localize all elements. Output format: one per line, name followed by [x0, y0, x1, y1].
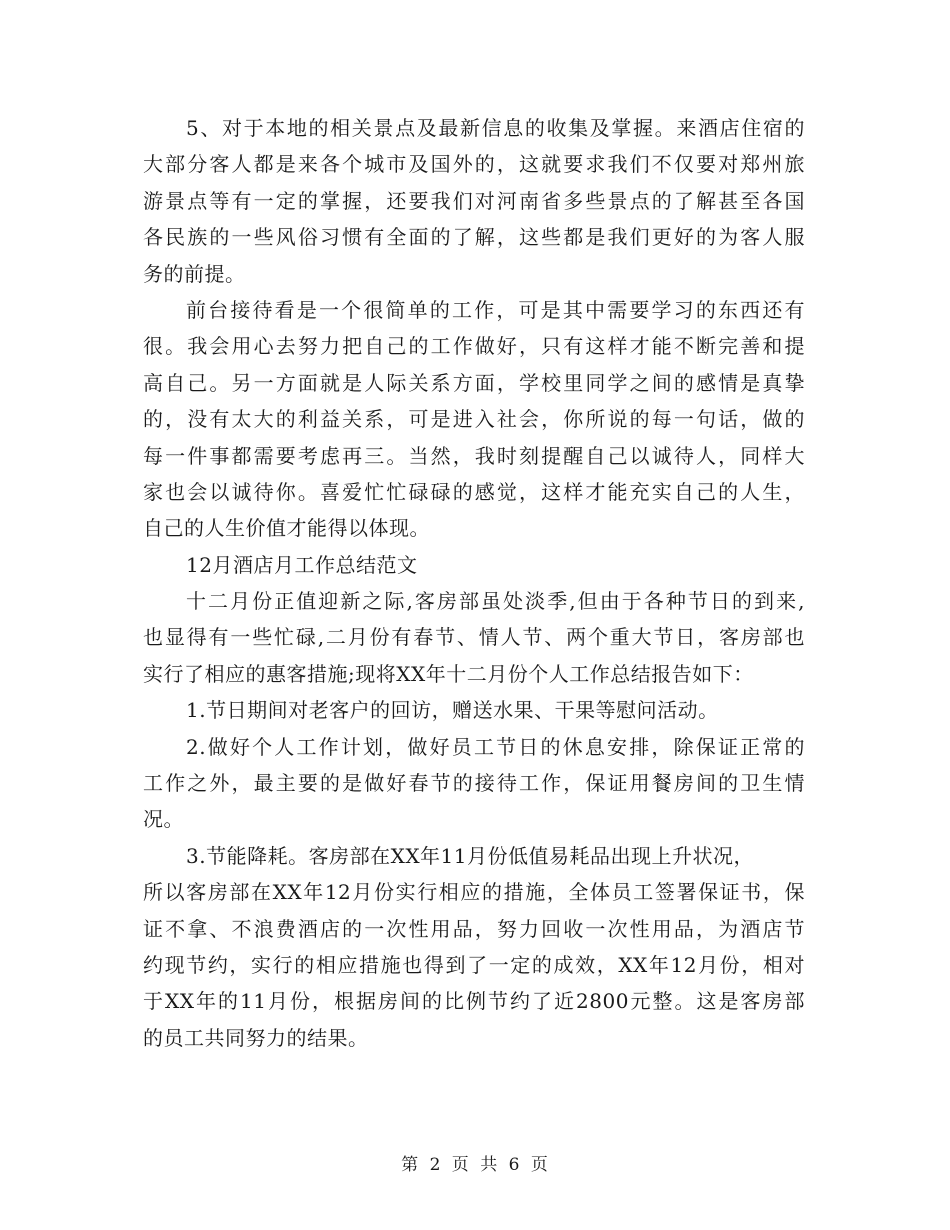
text-line: 工作之外，最主要的是做好春节的接待工作，保证用餐房间的卫生情 — [143, 771, 805, 796]
text-line: 务的前提。 — [143, 261, 246, 286]
list-item — [143, 692, 805, 728]
text-line: 前台接待看是一个很简单的工作，可是其中需要学习的东西还有 — [186, 297, 805, 322]
text-line: 每一件事都需要考虑再三。当然，我时刻提醒自己以诚待人，同样大 — [143, 443, 805, 468]
text-line: 各民族的一些风俗习惯有全面的了解，这些都是我们更好的为客人服 — [143, 225, 805, 250]
text-line: 约现节约，实行的相应措施也得到了一定的成效，XX年12月份，相对 — [143, 952, 805, 977]
document-body — [143, 110, 805, 1056]
text-line: 自己的人生价值才能得以体现。 — [143, 516, 430, 541]
text-line: 5、对于本地的相关景点及最新信息的收集及掌握。来酒店住宿的 — [186, 116, 805, 140]
text-line: 也显得有一些忙碌,二月份有春节、情人节、两个重大节日，客房部也 — [143, 625, 805, 650]
text-line: 所以客房部在XX年12月份实行相应的措施，全体员工签署保证书，保 — [143, 880, 805, 905]
text-line: 2.做好个人工作计划，做好员工节日的休息安排，除保证正常的 — [186, 734, 805, 759]
text-line: 的，没有太大的利益关系，可是进入社会，你所说的每一句话，做的 — [143, 407, 805, 432]
text-line: 实行了相应的惠客措施;现将XX年十二月份个人工作总结报告如下： — [143, 661, 754, 686]
text-line: 1.节日期间对老客户的回访，赠送水果、干果等慰问活动。 — [186, 698, 719, 723]
paragraph — [143, 583, 805, 692]
text-line: 况。 — [143, 807, 184, 832]
text-line: 家也会以诚待你。喜爱忙忙碌碌的感觉，这样才能充实自己的人生， — [143, 479, 805, 504]
heading-text: 12月酒店月工作总结范文 — [186, 552, 418, 577]
paragraph — [143, 110, 805, 292]
text-line: 十二月份正值迎新之际,客房部虽处淡季,但由于各种节日的到来, — [186, 589, 805, 614]
text-line: 于XX年的11月份，根据房间的比例节约了近2800元整。这是客房部 — [143, 989, 805, 1014]
text-line: 高自己。另一方面就是人际关系方面，学校里同学之间的感情是真挚 — [143, 370, 805, 395]
text-line: 的员工共同努力的结果。 — [143, 1025, 369, 1050]
text-line: 3.节能降耗。客房部在XX年11月份低值易耗品出现上升状况， — [186, 843, 755, 868]
list-item — [143, 729, 805, 838]
paragraph — [143, 292, 805, 547]
text-line: 证不拿、不浪费酒店的一次性用品，努力回收一次性用品，为酒店节 — [143, 916, 805, 941]
text-line: 游景点等有一定的掌握，还要我们对河南省多些景点的了解甚至各国 — [143, 188, 805, 213]
page-number-footer: 第 2 页 共 6 页 — [401, 1155, 549, 1175]
text-line: 很。我会用心去努力把自己的工作做好，只有这样才能不断完善和提 — [143, 334, 805, 359]
section-heading — [143, 547, 805, 583]
text-line: 大部分客人都是来各个城市及国外的，这就要求我们不仅要对郑州旅 — [143, 152, 805, 177]
list-item — [143, 838, 805, 1056]
